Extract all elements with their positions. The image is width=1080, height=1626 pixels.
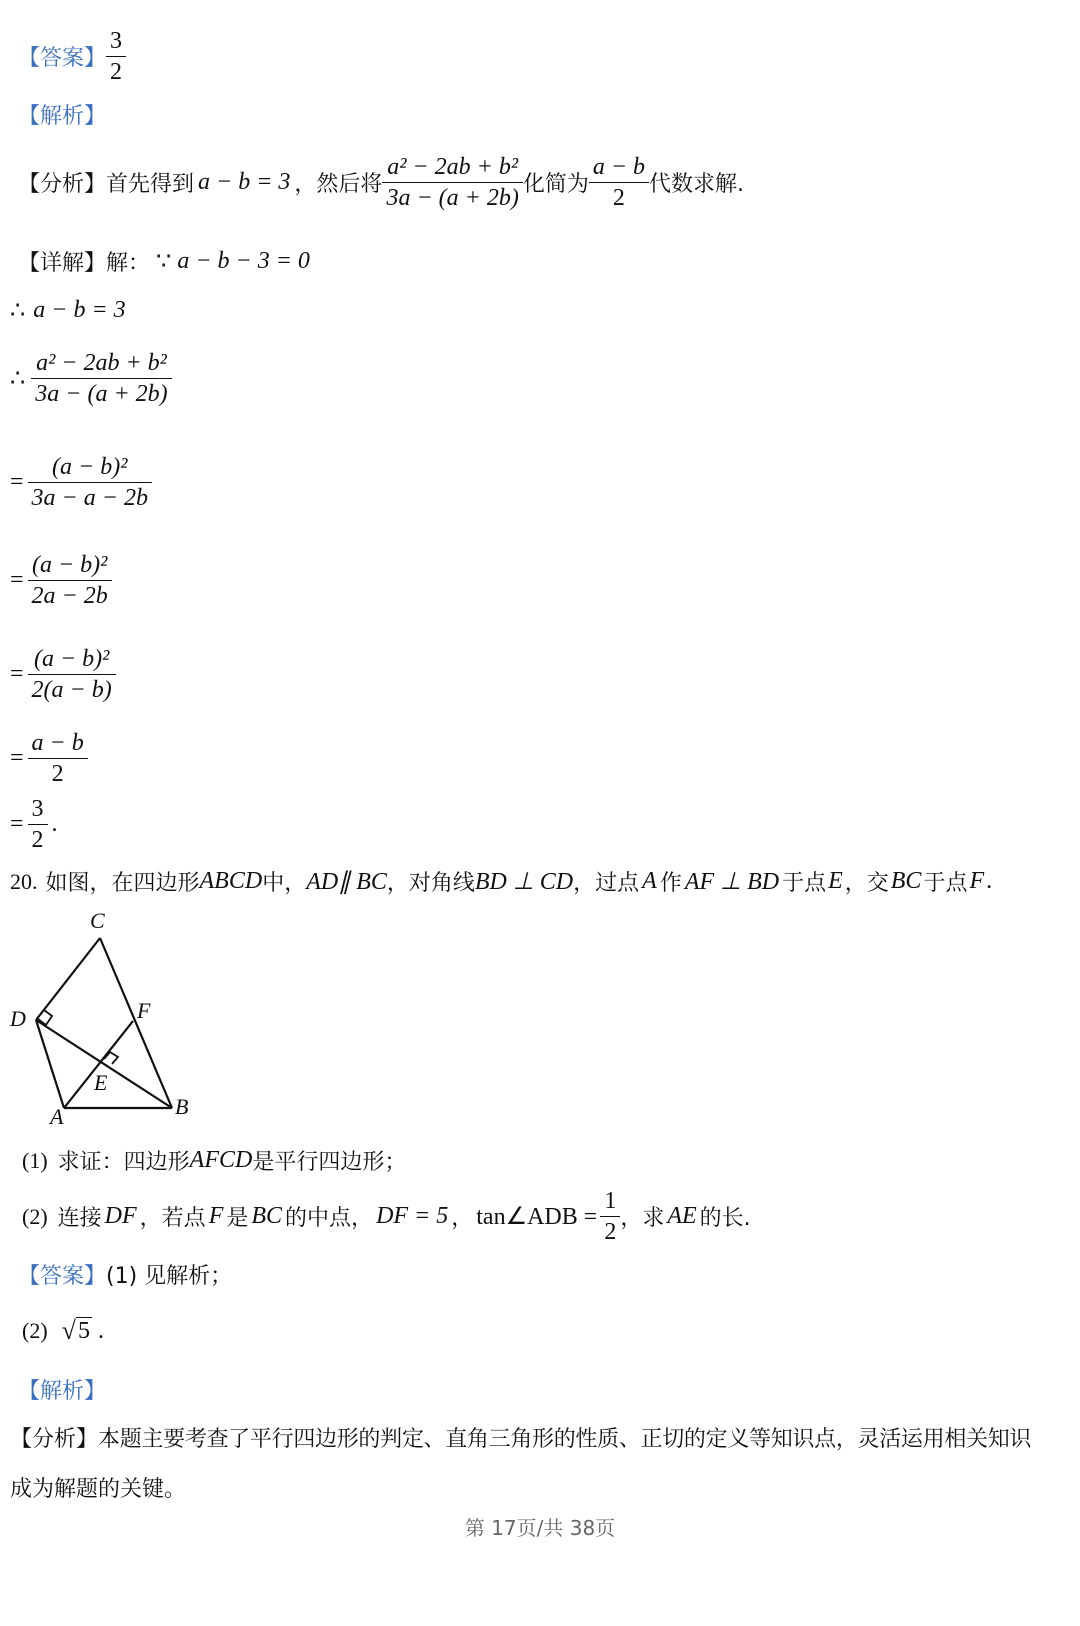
text: ， <box>451 1206 474 1231</box>
text: 连接 <box>57 1206 102 1231</box>
fenxi-1 <box>18 152 744 213</box>
math-expr: F <box>969 868 985 894</box>
answer-2-part-2 <box>22 1316 104 1346</box>
equals-sign: = <box>10 745 24 771</box>
therefore-symbol: ∴ <box>10 298 26 324</box>
label-e: E <box>94 1070 108 1095</box>
period: . <box>986 868 993 894</box>
sub-question-number: (2) <box>22 1318 48 1343</box>
fraction-numerator: a − b <box>28 728 88 759</box>
text: 是 <box>226 1206 249 1231</box>
math-expr: BD ⊥ CD <box>474 869 574 895</box>
equals-sign: = <box>10 469 24 495</box>
fraction <box>28 452 152 513</box>
segment-cb <box>100 938 172 1108</box>
answer-1 <box>18 26 126 87</box>
sub-question-1 <box>22 1145 406 1176</box>
fraction-denominator: 2(a − b) <box>31 677 112 703</box>
math-expr: AF ⊥ BD <box>684 869 780 895</box>
text: ，交 <box>844 871 889 896</box>
text: ，过点 <box>573 871 640 896</box>
label-a: A <box>50 1104 64 1129</box>
math-expr: BC <box>890 868 922 894</box>
fenxi-2-line-2: 成为解题的关键。 <box>10 1477 187 1502</box>
step-4 <box>10 550 112 611</box>
text: ，求 <box>620 1206 665 1231</box>
fenxi-label: 【分析】 <box>10 1427 99 1452</box>
math-expr: AFCD <box>189 1147 253 1173</box>
sqrt-symbol: √ <box>61 1316 76 1345</box>
step-3 <box>10 452 152 513</box>
equals-sign: = <box>10 661 24 687</box>
step-6 <box>10 728 88 789</box>
fraction-numerator: (a − b)² <box>28 452 152 483</box>
xiangjie-1 <box>18 246 310 277</box>
fraction <box>31 348 171 409</box>
answer-label: 【答案】 <box>18 1264 107 1289</box>
step-1 <box>10 296 126 325</box>
text: 的长. <box>699 1206 751 1231</box>
analysis-heading-2: 【解析】 <box>18 1379 107 1404</box>
therefore-symbol: ∴ <box>10 366 26 392</box>
fraction-denominator: 3a − (a + 2b) <box>386 185 519 211</box>
math-expr: tan∠ADB = <box>476 1204 598 1230</box>
sub-question-2 <box>22 1186 751 1247</box>
fraction <box>382 152 522 213</box>
text: 于点 <box>923 871 968 896</box>
question-20 <box>10 866 992 897</box>
math-expr: BC <box>251 1203 283 1229</box>
text: 中， <box>262 871 307 896</box>
radicand: 5 <box>77 1318 90 1344</box>
label-d: D <box>10 1006 26 1031</box>
math-expr: F <box>208 1203 224 1229</box>
text: 如图，在四边形 <box>45 871 200 896</box>
period: . <box>51 811 58 837</box>
text: 是平行四边形； <box>252 1150 407 1175</box>
text: 于点 <box>782 871 827 896</box>
text: ，若点 <box>139 1206 206 1231</box>
fraction-denominator: 3a − (a + 2b) <box>35 381 168 407</box>
fraction-numerator: a − b <box>589 152 649 183</box>
because-symbol: ∵ <box>156 249 172 275</box>
fraction <box>28 644 116 705</box>
equals-sign: = <box>10 811 24 837</box>
fraction <box>28 550 112 611</box>
text: 求证：四边形 <box>57 1150 190 1175</box>
fenxi-2 <box>10 1422 1031 1453</box>
fraction-numerator: (a − b)² <box>28 550 112 581</box>
math-expr: AE <box>667 1203 697 1229</box>
math-expr: AD∥ BC <box>306 869 387 895</box>
math-expr: ABCD <box>199 868 263 894</box>
fraction-denominator: 2a − 2b <box>31 583 108 609</box>
fraction-numerator: 1 <box>600 1186 620 1217</box>
step-7 <box>10 794 58 855</box>
math-expr: a − b = 3 <box>33 297 126 323</box>
fraction-numerator: a² − 2ab + b² <box>31 348 171 379</box>
equals-sign: = <box>10 567 24 593</box>
sub-question-number: (1) <box>22 1147 48 1173</box>
fraction-denominator: 2 <box>110 59 123 85</box>
quadrilateral-figure <box>0 900 210 1132</box>
math-expr: DF = 5 <box>376 1203 449 1229</box>
text: 解： <box>106 251 151 276</box>
fraction-numerator: 3 <box>28 794 48 825</box>
text: ，对角线 <box>386 871 475 896</box>
sub-question-number: (2) <box>22 1203 48 1229</box>
step-2 <box>10 348 172 409</box>
math-expr: a − b − 3 = 0 <box>177 248 310 274</box>
answer-label: 【答案】 <box>18 46 107 71</box>
fraction-numerator: (a − b)² <box>28 644 116 675</box>
math-expr: a − b = 3 <box>198 169 291 195</box>
fraction-numerator: a² − 2ab + b² <box>382 152 522 183</box>
math-expr: E <box>828 868 843 894</box>
text: 作 <box>659 871 682 896</box>
text: 代数求解. <box>649 172 745 197</box>
fraction <box>589 152 649 213</box>
fraction-denominator: 2 <box>51 761 64 787</box>
fraction-numerator: 3 <box>106 26 126 57</box>
question-number: 20. <box>10 868 38 894</box>
fraction <box>600 1186 620 1247</box>
text: 的中点， <box>285 1206 374 1231</box>
label-f: F <box>137 998 151 1023</box>
label-c: C <box>90 908 105 933</box>
segment-da <box>36 1020 64 1108</box>
xiangjie-label: 【详解】 <box>18 251 107 276</box>
analysis-heading-1: 【解析】 <box>18 104 107 129</box>
answer-2 <box>18 1259 232 1290</box>
text: ，然后将 <box>294 172 383 197</box>
fraction-denominator: 2 <box>31 827 44 853</box>
text: 本题主要考查了平行四边形的判定、直角三角形的性质、正切的定义等知识点，灵活运用相关知识 <box>98 1427 1032 1452</box>
fraction-denominator: 2 <box>604 1219 617 1245</box>
label-b: B <box>175 1094 189 1119</box>
fraction <box>28 794 48 855</box>
page-footer: 第 17页/共 38页 <box>464 1516 616 1540</box>
answer-text: (1) 见解析； <box>106 1264 233 1289</box>
math-expr: A <box>642 868 657 894</box>
step-5 <box>10 644 116 705</box>
answer-fraction <box>106 26 126 87</box>
segment-dc <box>36 938 100 1020</box>
math-expr: DF <box>104 1203 137 1229</box>
text: 首先得到 <box>106 172 195 197</box>
fenxi-label: 【分析】 <box>18 172 107 197</box>
period: . <box>97 1317 104 1344</box>
fraction <box>28 728 88 789</box>
text: 化简为 <box>522 172 589 197</box>
fraction-denominator: 2 <box>612 185 625 211</box>
fraction-denominator: 3a − a − 2b <box>31 485 148 511</box>
